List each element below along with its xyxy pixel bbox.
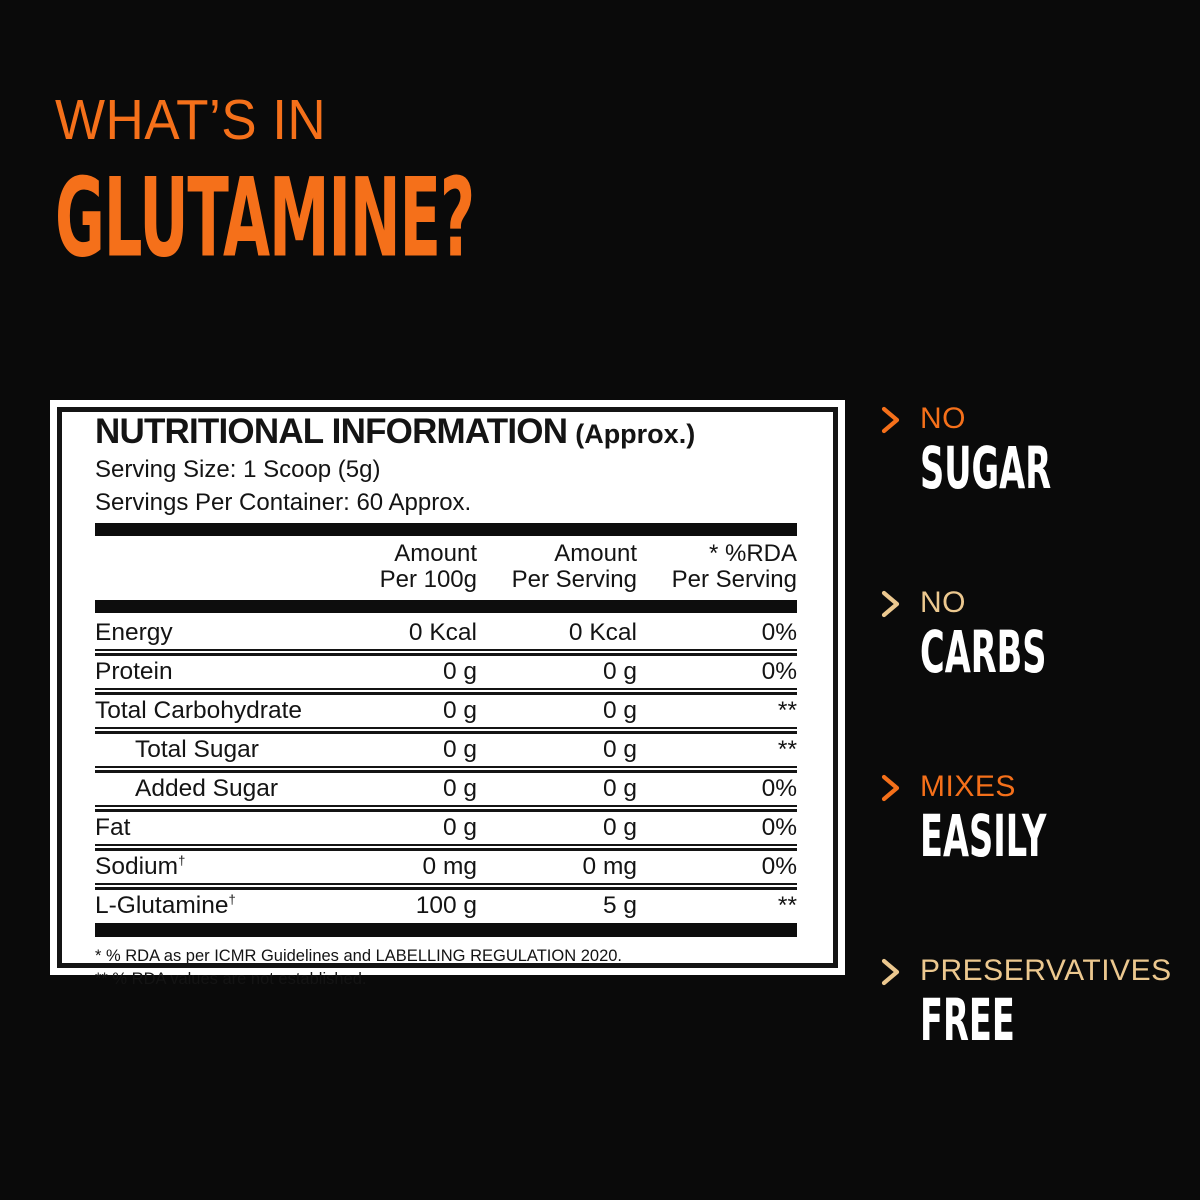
row-per-serving: 0 g <box>602 775 637 803</box>
benefit-small-word: NO <box>920 402 966 435</box>
table-body <box>95 617 797 922</box>
row-per-serving: 5 g <box>602 892 637 920</box>
table-row-l-glutamine <box>95 890 797 922</box>
nutrition-title-suffix: (Approx.) <box>575 419 696 449</box>
row-rda: ** <box>777 892 797 920</box>
eyebrow-text: WHAT’S IN <box>55 88 327 152</box>
row-per-serving: 0 g <box>602 814 637 842</box>
footnote-rda-not-established: ** % RDA values are not established. <box>95 969 367 988</box>
row-divider <box>95 688 797 695</box>
row-label: Protein <box>95 658 173 686</box>
row-per-100g: 0 g <box>442 814 477 842</box>
benefit-text <box>920 586 1138 687</box>
benefit-text <box>920 402 1146 502</box>
chevron-right-icon <box>878 405 904 435</box>
table-row-protein <box>95 656 797 688</box>
servings-per-container-line: Servings Per Container: 60 Approx. <box>95 488 472 516</box>
table-row-total-sugar <box>95 734 797 766</box>
row-per-serving: 0 mg <box>582 853 637 881</box>
page-title: GLUTAMINE? <box>55 153 475 282</box>
row-divider <box>95 649 797 656</box>
row-per-serving: 0 g <box>602 697 637 725</box>
row-per-serving: 0 g <box>602 736 637 764</box>
table-row-added-sugar <box>95 773 797 805</box>
row-per-100g: 100 g <box>415 892 477 920</box>
row-per-serving: 0 Kcal <box>568 619 637 647</box>
benefit-item-mixes-easily <box>878 770 1172 871</box>
benefit-item-no-carbs <box>878 586 1172 687</box>
panel-content <box>95 414 797 991</box>
row-label: Total Carbohydrate <box>95 697 303 725</box>
divider-bar-top <box>95 523 797 536</box>
benefit-text <box>920 954 1172 1055</box>
header-line: Amount <box>554 540 637 568</box>
header-line: Per 100g <box>379 566 477 594</box>
benefit-big-word: CARBS <box>920 618 1047 687</box>
table-row-fat <box>95 812 797 844</box>
row-per-100g: 0 Kcal <box>408 619 477 647</box>
header-amount-per-100g <box>317 541 477 593</box>
benefit-small-word: MIXES <box>920 770 1016 804</box>
row-divider <box>95 766 797 773</box>
header-line: Per Serving <box>671 566 797 594</box>
row-label: Added Sugar <box>135 775 279 803</box>
row-per-100g: 0 g <box>442 658 477 686</box>
row-rda: 0% <box>761 658 797 686</box>
table-row-sodium <box>95 851 797 883</box>
benefit-big-word: FREE <box>920 986 1015 1055</box>
benefit-big-word: SUGAR <box>920 434 1052 502</box>
chevron-right-icon <box>878 773 904 803</box>
table-row-energy <box>95 617 797 649</box>
table-row-total-carbohydrate <box>95 695 797 727</box>
row-label: Sodium† <box>95 853 186 881</box>
row-label: Energy <box>95 619 173 647</box>
row-rda: 0% <box>761 853 797 881</box>
benefit-text <box>920 770 1138 871</box>
header-rda-per-serving <box>637 541 797 593</box>
nutrition-title-text: NUTRITIONAL INFORMATION <box>95 412 568 451</box>
benefit-small-word: NO <box>920 586 966 620</box>
row-rda: 0% <box>761 814 797 842</box>
row-per-100g: 0 g <box>442 775 477 803</box>
row-label: L-Glutamine† <box>95 892 236 920</box>
nutrition-panel <box>50 400 845 988</box>
benefit-item-no-sugar <box>878 402 1172 502</box>
benefit-item-preservatives-free <box>878 954 1172 1055</box>
serving-size-line: Serving Size: 1 Scoop (5g) <box>95 455 381 483</box>
header-spacer <box>95 541 317 593</box>
row-per-100g: 0 g <box>442 697 477 725</box>
row-divider <box>95 883 797 890</box>
benefits-list <box>878 404 1172 1140</box>
table-header-row <box>95 541 797 593</box>
nutrition-title <box>95 414 797 451</box>
header-line: Per Serving <box>511 566 637 594</box>
row-per-serving: 0 g <box>602 658 637 686</box>
divider-bar-bottom <box>95 923 797 937</box>
row-divider <box>95 844 797 851</box>
row-label: Fat <box>95 814 131 842</box>
row-divider <box>95 805 797 812</box>
row-per-100g: 0 g <box>442 736 477 764</box>
footnotes <box>95 945 797 991</box>
header-line: * %RDA <box>708 540 797 568</box>
divider-bar-header <box>95 600 797 613</box>
row-rda: 0% <box>761 619 797 647</box>
row-label: Total Sugar <box>135 736 259 764</box>
chevron-right-icon <box>878 589 904 619</box>
footnote-rda-icmr: * % RDA as per ICMR Guidelines and LABELLING REGULATION 2020. <box>95 947 623 966</box>
row-rda: ** <box>777 697 797 725</box>
chevron-right-icon <box>878 957 904 987</box>
row-rda: 0% <box>761 775 797 803</box>
benefit-small-word: PRESERVATIVES <box>920 954 1172 988</box>
row-per-100g: 0 mg <box>422 853 477 881</box>
header-line: Amount <box>394 540 477 568</box>
benefit-big-word: EASILY <box>920 802 1047 871</box>
header-amount-per-serving <box>477 541 637 593</box>
row-divider <box>95 727 797 734</box>
title-block <box>55 88 771 282</box>
row-rda: ** <box>777 736 797 764</box>
